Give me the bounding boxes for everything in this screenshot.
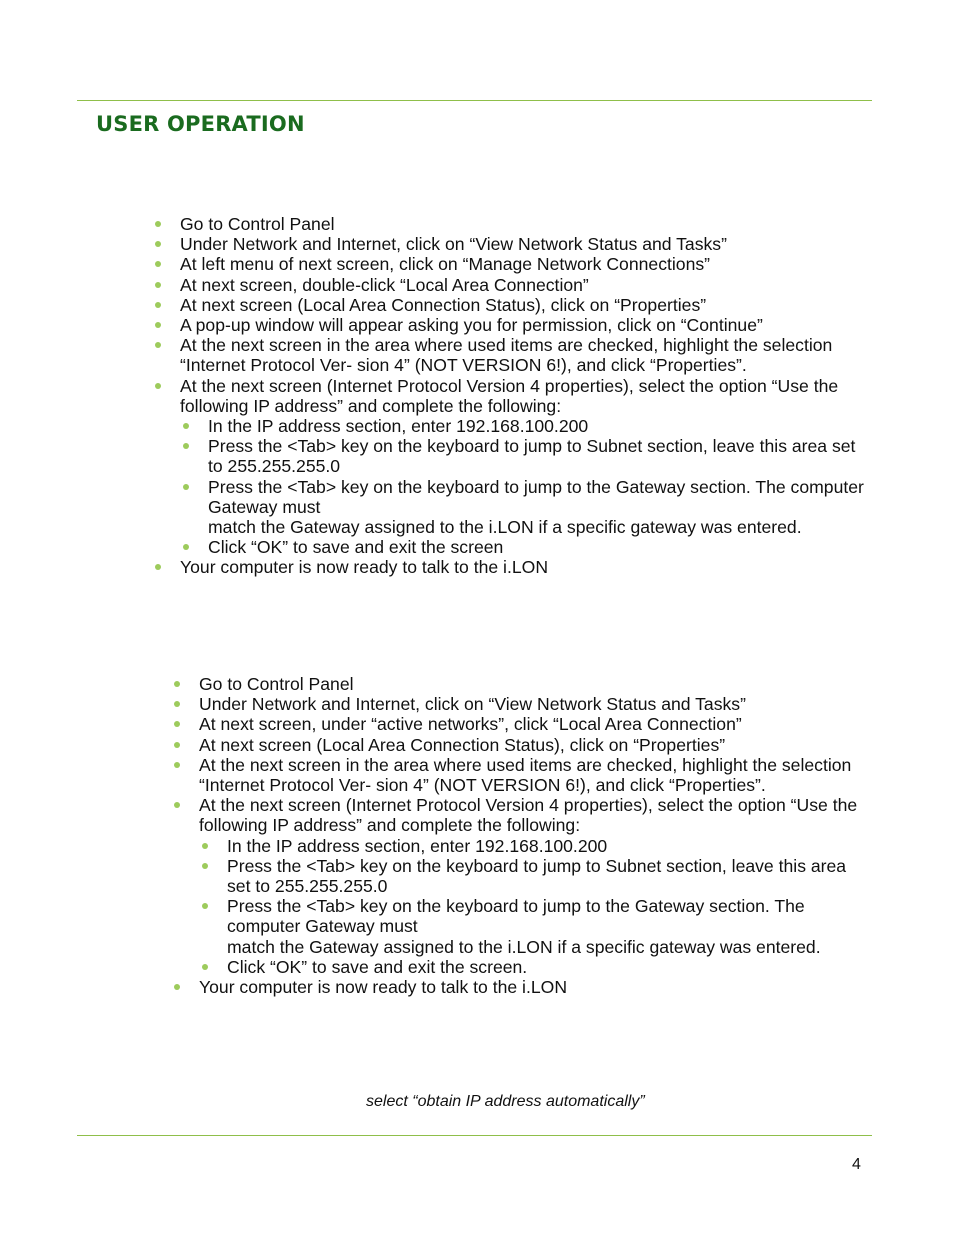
sub-list [180, 416, 867, 557]
list-item: At the next screen in the area where used items are checked, highlight the selection “Internet Protocol Ver- sion 4” (NOT VERSION 6!), and click “Properties”. [152, 335, 867, 375]
list-item: Under Network and Internet, click on “View Network Status and Tasks” [152, 234, 867, 254]
list-item: Your computer is now ready to talk to the i.LON [152, 557, 867, 577]
list-item-with-subitems [171, 795, 871, 977]
sub-list-item: Press the <Tab> key on the keyboard to jump to Subnet section, leave this area set to 255.255.255.0 [180, 436, 867, 476]
bottom-divider [77, 1135, 872, 1136]
instruction-list-2 [171, 674, 871, 997]
sub-list-item-line: Press the <Tab> key on the keyboard to jump to the Gateway section. The computer Gateway must [227, 896, 805, 937]
instruction-list-1 [152, 214, 867, 578]
sub-list-item [180, 477, 867, 538]
sub-list-item-line: match the Gateway assigned to the i.LON if a specific gateway was entered. [227, 936, 821, 957]
list-item: At next screen (Local Area Connection Status), click on “Properties” [152, 295, 867, 315]
list-item: At next screen, under “active networks”, click “Local Area Connection” [171, 714, 871, 734]
section-title: USER OPERATION [96, 112, 305, 136]
list-item: At next screen (Local Area Connection Status), click on “Properties” [171, 735, 871, 755]
list-item: A pop-up window will appear asking you for permission, click on “Continue” [152, 315, 867, 335]
list-item: At next screen, double-click “Local Area Connection” [152, 275, 867, 295]
italic-note: select “obtain IP address automatically” [366, 1093, 645, 1110]
list-item: At the next screen in the area where used items are checked, highlight the selection “Internet Protocol Ver- sion 4” (NOT VERSION 6!), and click “Properties”. [171, 755, 871, 795]
sub-list-item-line: match the Gateway assigned to the i.LON if a specific gateway was entered. [208, 517, 802, 538]
top-divider [77, 100, 872, 101]
list-item: Go to Control Panel [152, 214, 867, 234]
list-item: At left menu of next screen, click on “Manage Network Connections” [152, 254, 867, 274]
list-item-with-subitems [152, 376, 867, 558]
sub-list-item: Click “OK” to save and exit the screen. [199, 957, 871, 977]
list-item: Your computer is now ready to talk to the i.LON [171, 977, 871, 997]
sub-list [199, 836, 871, 977]
list-item-text: At the next screen (Internet Protocol Version 4 properties), select the option “Use the following IP address” and complete the following: [180, 375, 839, 416]
sub-list-item: In the IP address section, enter 192.168.100.200 [180, 416, 867, 436]
list-item: Under Network and Internet, click on “View Network Status and Tasks” [171, 694, 871, 714]
sub-list-item: Press the <Tab> key on the keyboard to jump to Subnet section, leave this area set to 255.255.255.0 [199, 856, 871, 896]
page-number: 4 [852, 1156, 861, 1173]
list-item: Go to Control Panel [171, 674, 871, 694]
sub-list-item: Click “OK” to save and exit the screen [180, 537, 867, 557]
sub-list-item-line: Press the <Tab> key on the keyboard to jump to the Gateway section. The computer Gateway must [208, 476, 864, 517]
sub-list-item: In the IP address section, enter 192.168.100.200 [199, 836, 871, 856]
list-item-text: At the next screen (Internet Protocol Version 4 properties), select the option “Use the following IP address” and complete the following: [199, 795, 858, 836]
sub-list-item [199, 896, 871, 957]
